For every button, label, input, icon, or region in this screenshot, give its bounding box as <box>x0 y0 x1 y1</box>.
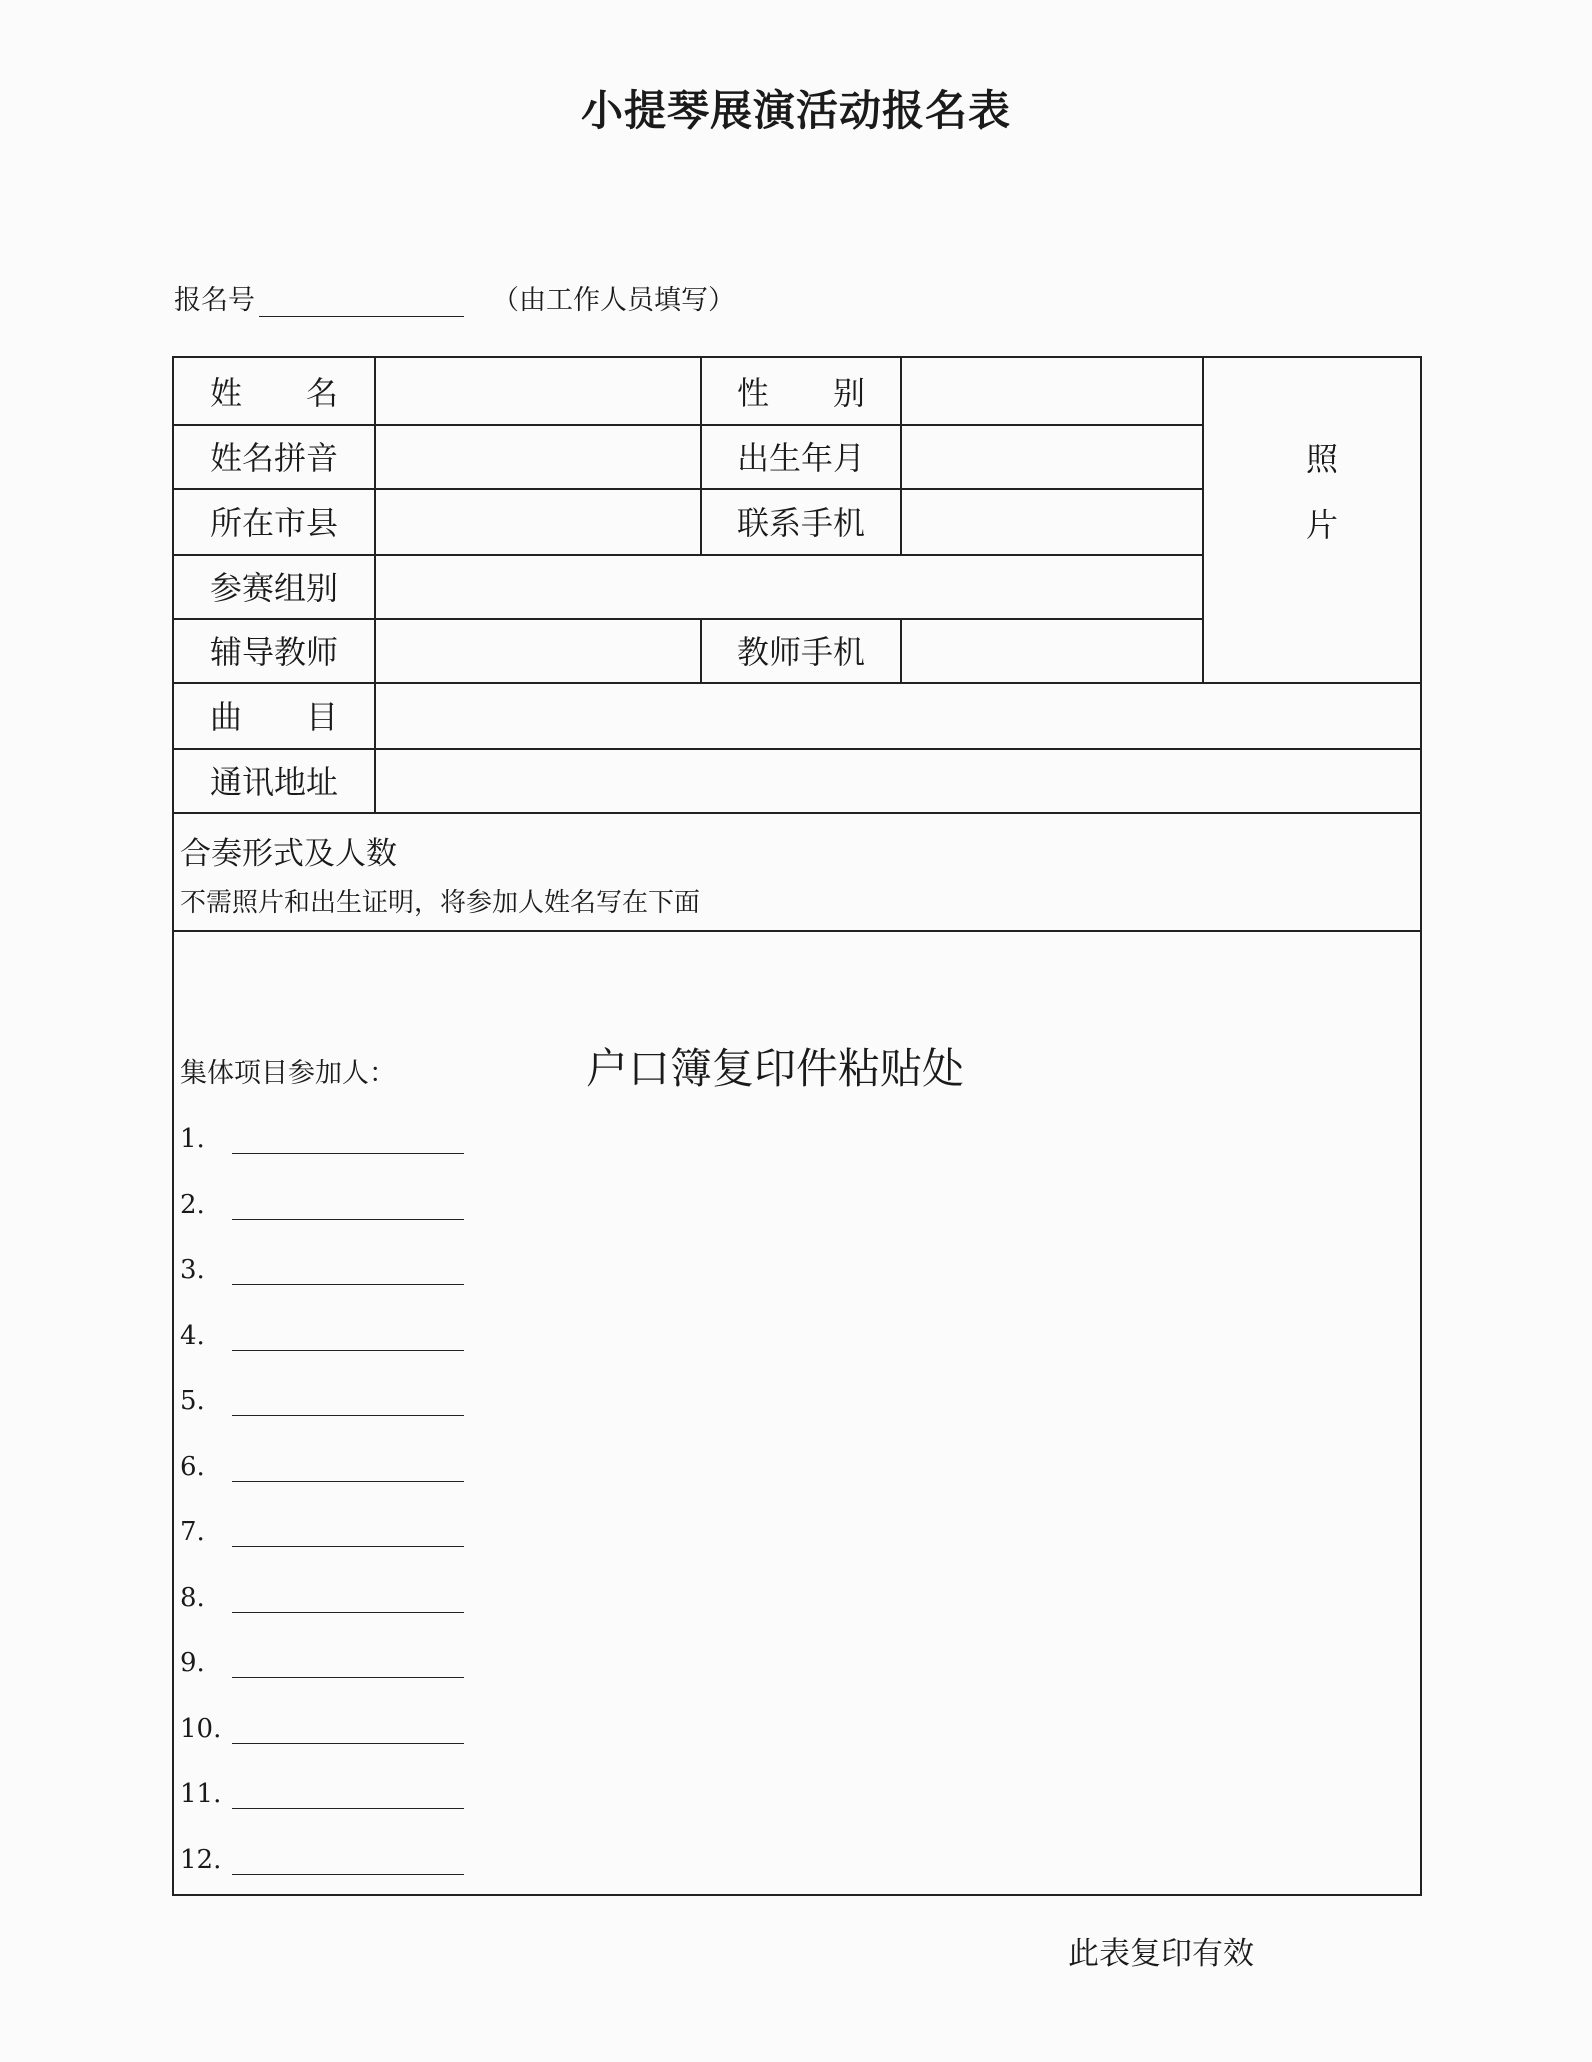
group-member-number: 4. <box>180 1320 205 1351</box>
mobile-label: 联系手机 <box>736 504 865 542</box>
group-member-number: 6. <box>180 1451 205 1482</box>
pinyin-input[interactable] <box>376 424 700 488</box>
group-member-name-field[interactable] <box>232 1260 464 1285</box>
ensemble-title: 合奏形式及人数 <box>180 836 397 872</box>
piece-label: 曲 目 <box>209 698 338 736</box>
group-input[interactable] <box>376 554 1202 618</box>
teacher-label: 辅导教师 <box>209 633 338 671</box>
group-member-number: 12. <box>180 1844 222 1875</box>
name-input[interactable] <box>376 358 700 424</box>
group-member-row <box>180 1779 464 1809</box>
form-title: 小提琴展演活动报名表 <box>580 86 1011 135</box>
gender-label: 性 别 <box>736 374 865 412</box>
group-member-row <box>180 1321 464 1351</box>
birth-input[interactable] <box>902 424 1202 488</box>
city-input[interactable] <box>376 488 700 554</box>
ensemble-note: 不需照片和出生证明，将参加人姓名写在下面 <box>180 888 701 918</box>
piece-input[interactable] <box>376 682 1420 748</box>
address-label: 通讯地址 <box>209 763 338 801</box>
group-label: 参赛组别 <box>209 569 338 607</box>
group-member-row <box>180 1648 464 1678</box>
teacher-mobile-input[interactable] <box>902 618 1202 682</box>
registration-form-table <box>172 356 1422 1896</box>
group-member-name-field[interactable] <box>232 1588 464 1613</box>
city-label: 所在市县 <box>209 504 338 542</box>
address-input[interactable] <box>376 748 1420 812</box>
registration-number-note: （由工作人员填写） <box>492 285 735 316</box>
group-member-row <box>180 1452 464 1482</box>
group-member-row <box>180 1124 464 1154</box>
group-member-row <box>180 1386 464 1416</box>
photo-label-line2: 片 <box>1305 506 1338 544</box>
gender-input[interactable] <box>902 358 1202 424</box>
group-member-name-field[interactable] <box>232 1653 464 1678</box>
registration-number-field[interactable] <box>259 286 464 317</box>
group-member-name-field[interactable] <box>232 1522 464 1547</box>
group-member-name-field[interactable] <box>232 1391 464 1416</box>
birth-label: 出生年月 <box>736 439 865 477</box>
group-member-row <box>180 1583 464 1613</box>
group-member-row <box>180 1714 464 1744</box>
group-member-row <box>180 1255 464 1285</box>
pinyin-label: 姓名拼音 <box>209 439 338 477</box>
group-member-number: 7. <box>180 1517 205 1547</box>
registration-number-row <box>174 278 735 317</box>
group-members-title: 集体项目参加人： <box>180 1058 396 1089</box>
teacher-mobile-label: 教师手机 <box>736 633 865 671</box>
group-member-name-field[interactable] <box>232 1195 464 1220</box>
group-member-name-field[interactable] <box>232 1457 464 1482</box>
registration-number-label: 报名号 <box>174 285 255 316</box>
group-member-number: 9. <box>180 1648 205 1678</box>
group-member-name-field[interactable] <box>232 1784 464 1809</box>
group-member-number: 2. <box>180 1189 205 1220</box>
mobile-input[interactable] <box>902 488 1202 554</box>
paste-area-title: 户口簿复印件粘贴处 <box>586 1044 965 1093</box>
group-member-number: 11. <box>180 1779 222 1809</box>
group-member-number: 5. <box>180 1386 205 1416</box>
group-member-name-field[interactable] <box>232 1719 464 1744</box>
group-member-row <box>180 1517 464 1547</box>
teacher-input[interactable] <box>376 618 700 682</box>
photo-label-line1: 照 <box>1305 440 1338 478</box>
group-member-number: 3. <box>180 1255 205 1285</box>
group-member-row <box>180 1190 464 1220</box>
footer-note: 此表复印有效 <box>1068 1936 1254 1972</box>
group-member-name-field[interactable] <box>232 1129 464 1154</box>
group-member-number: 8. <box>180 1582 205 1613</box>
group-member-number: 10. <box>180 1713 222 1744</box>
group-member-name-field[interactable] <box>232 1326 464 1351</box>
group-member-name-field[interactable] <box>232 1850 464 1875</box>
group-member-row <box>180 1845 464 1875</box>
name-label: 姓 名 <box>209 374 338 412</box>
group-member-number: 1. <box>180 1124 205 1154</box>
